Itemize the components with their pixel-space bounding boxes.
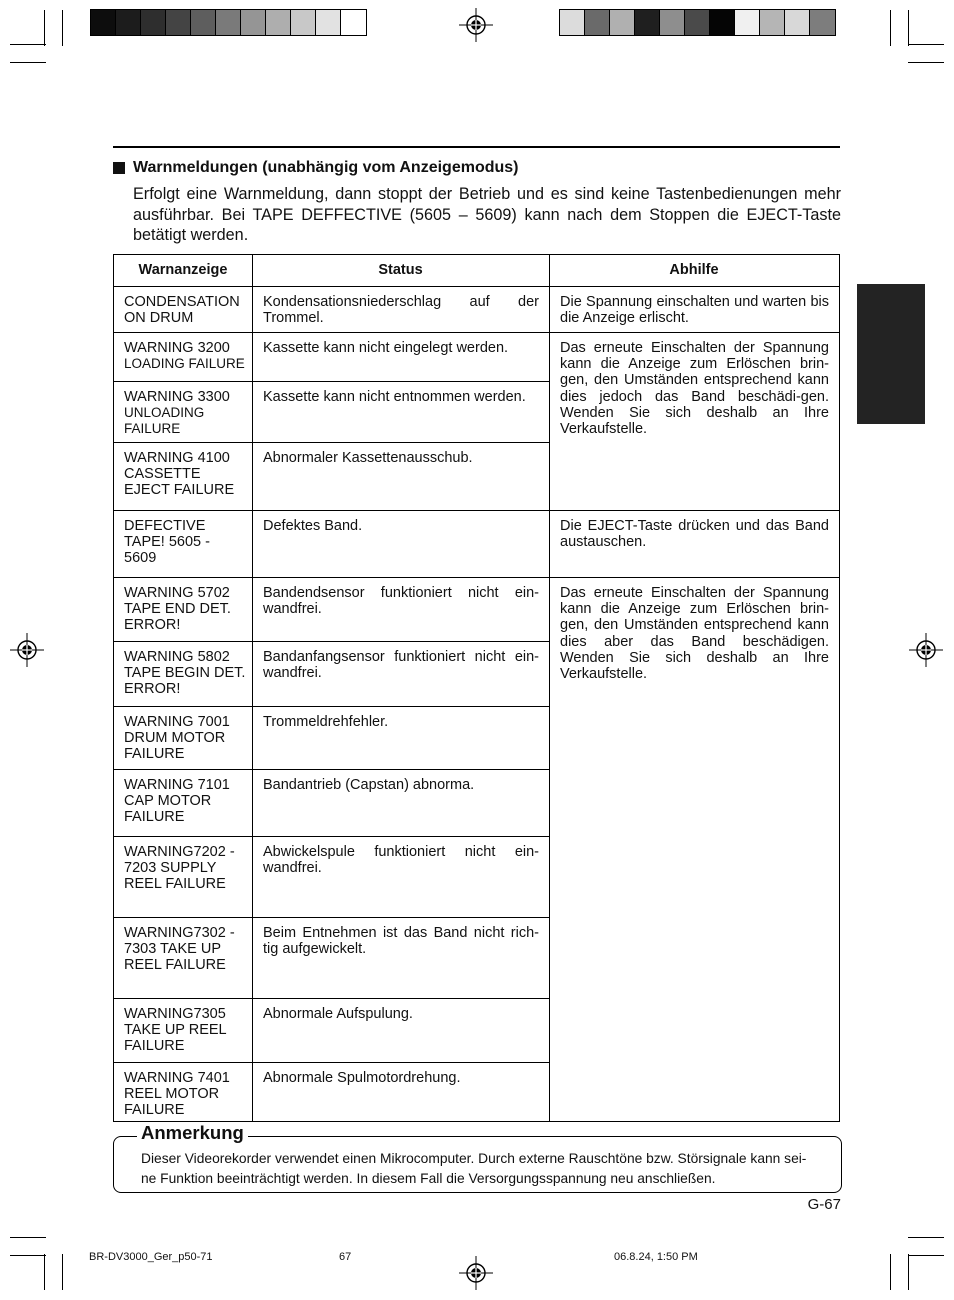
status-cell: Bandantrieb (Capstan) abnorma. (263, 777, 475, 793)
warning-code-cell (114, 577, 252, 634)
color-swatch (216, 10, 241, 35)
section-title: Warnmeldungen (unabhängig vom Anzeigemodus) (133, 159, 519, 176)
status-cell: Beim Entnehmen ist das Band nicht rich-tig aufgewickelt. (263, 925, 539, 958)
color-swatch (810, 10, 835, 35)
warnings-table (113, 254, 840, 1122)
crop-mark (62, 10, 63, 46)
crop-mark (908, 1237, 944, 1238)
warning-code: WARNING 7101 CAP MOTOR FAILURE (124, 777, 230, 826)
section-side-tab (857, 284, 925, 424)
crop-mark (44, 1254, 45, 1290)
status-cell: Kondensationsniederschlag auf der Trommel. (263, 294, 539, 327)
color-swatch (660, 10, 685, 35)
color-swatch (760, 10, 785, 35)
status-cell: Kassette kann nicht entnommen werden. (263, 389, 526, 405)
status-cell: Abnormaler Kassettenausschub. (263, 450, 473, 466)
warning-code-cell (114, 769, 252, 826)
status-cell: Abwickelspule funktioniert nicht ein-wandfrei. (263, 844, 539, 877)
remedy-cell: Das erneute Einschalten der Spannung kann die Anzeige zum Erlöschen brin-gen, den Umständen entsprechend kann dies aber das Band beschädigen. Wenden Sie sich deshalb an Ihre Verkaufstelle. (560, 585, 829, 683)
color-swatch-strip-right (559, 9, 836, 36)
warning-code: WARNING7305 TAKE UP REEL FAILURE (124, 1006, 227, 1055)
header-warnanzeige: Warnanzeige (138, 262, 228, 279)
status-cell: Kassette kann nicht eingelegt werden. (263, 340, 509, 356)
color-swatch-strip-left (90, 9, 367, 36)
color-swatch (635, 10, 660, 35)
color-swatch (191, 10, 216, 35)
square-bullet-icon (113, 162, 125, 174)
status-cell: Trommeldrehfehler. (263, 714, 389, 730)
warning-code: WARNING 3300 (124, 389, 230, 405)
color-swatch (341, 10, 366, 35)
crop-mark (908, 10, 909, 46)
warning-code: CONDENSATION ON DRUM (124, 294, 240, 327)
crop-mark (908, 1254, 909, 1290)
warning-code-cell (114, 998, 252, 1055)
section-rule (113, 146, 840, 148)
warning-code: WARNING 3200 (124, 340, 230, 356)
color-swatch (735, 10, 760, 35)
warning-code-cell (114, 641, 252, 698)
color-swatch (116, 10, 141, 35)
note-text: Dieser Videorekorder verwendet einen Mikrocomputer. Durch externe Rauschtöne bzw. Störsignale kann sei-ne Funktion beeinträchtigt werden. In diesem Fall die Versorgungsspannung neu anschließen. (141, 1151, 807, 1186)
status-cell: Defektes Band. (263, 518, 363, 534)
warning-code: WARNING7202 - 7203 SUPPLY REEL FAILURE (124, 844, 235, 893)
warning-code: WARNING 4100 CASSETTE EJECT FAILURE (124, 450, 235, 499)
warning-code-cell (114, 286, 252, 326)
warning-code-cell (114, 381, 252, 438)
footer-filename: BR-DV3000_Ger_p50-71 (89, 1251, 213, 1263)
warning-code-cell (114, 836, 252, 893)
warning-code-cell (114, 442, 252, 499)
remedy-cell: Das erneute Einschalten der Spannung kann die Anzeige zum Erlöschen brin-gen, den Umständen entsprechend kann dies jedoch das Band beschädi-gen. Wenden Sie sich deshalb an Ihre Verkaufstelle. (560, 340, 829, 438)
color-swatch (685, 10, 710, 35)
warning-subtitle: UNLOADING FAILURE (124, 405, 205, 437)
color-swatch (610, 10, 635, 35)
color-swatch (266, 10, 291, 35)
crop-mark (10, 62, 46, 63)
warning-subtitle: LOADING FAILURE (124, 356, 245, 372)
status-cell: Abnormale Aufspulung. (263, 1006, 413, 1022)
crop-mark (44, 10, 45, 46)
page-number: G-67 (807, 1196, 841, 1213)
section-heading (113, 159, 518, 177)
warning-code: WARNING 7401 REEL MOTOR FAILURE (124, 1070, 230, 1119)
color-swatch (166, 10, 191, 35)
header-abhilfe: Abhilfe (669, 262, 719, 279)
warning-code-cell (114, 706, 252, 763)
warning-code: DEFECTIVE TAPE! 5605 - 5609 (124, 518, 210, 567)
footer-page: 67 (339, 1251, 352, 1263)
warning-code: WARNING 7001 DRUM MOTOR FAILURE (124, 714, 230, 763)
color-swatch (785, 10, 810, 35)
crop-mark (62, 1254, 63, 1290)
color-swatch (141, 10, 166, 35)
crop-mark (10, 1255, 46, 1256)
registration-mark-icon (459, 1256, 493, 1290)
crop-mark (890, 1254, 891, 1290)
color-swatch (316, 10, 341, 35)
crop-mark (10, 1237, 46, 1238)
warning-code: WARNING 5802 TAPE BEGIN DET. ERROR! (124, 649, 246, 698)
crop-mark (10, 44, 46, 45)
crop-mark (908, 44, 944, 45)
remedy-cell: Die EJECT-Taste drücken und das Band austauschen. (560, 518, 829, 551)
remedy-cell: Die Spannung einschalten und warten bis die Anzeige erlischt. (560, 294, 829, 327)
color-swatch (585, 10, 610, 35)
status-cell: Abnormale Spulmotordrehung. (263, 1070, 461, 1086)
crop-mark (890, 10, 891, 46)
warning-code-cell (114, 510, 252, 567)
warning-code-cell (114, 332, 252, 372)
crop-mark (908, 1255, 944, 1256)
color-swatch (291, 10, 316, 35)
color-swatch (560, 10, 585, 35)
registration-mark-icon (459, 8, 493, 42)
section-intro: Erfolgt eine Warnmeldung, dann stoppt der Betrieb und es sind keine Tastenbedienungen mehr ausführbar. Bei TAPE DEFFECTIVE (5605 – 5609) kann nach dem Stoppen die EJECT-Taste betätigt werden. (133, 185, 841, 244)
warning-code-cell (114, 917, 252, 974)
registration-mark-icon (909, 633, 943, 667)
footer-timestamp: 06.8.24, 1:50 PM (614, 1251, 698, 1263)
note-title: Anmerkung (137, 1122, 248, 1144)
status-cell: Bandendsensor funktioniert nicht ein-wandfrei. (263, 585, 539, 618)
color-swatch (710, 10, 735, 35)
status-cell: Bandanfangsensor funktioniert nicht ein-wandfrei. (263, 649, 539, 682)
header-status: Status (378, 262, 423, 279)
crop-mark (908, 62, 944, 63)
color-swatch (241, 10, 266, 35)
warning-code-cell (114, 1062, 252, 1119)
warning-code: WARNING7302 - 7303 TAKE UP REEL FAILURE (124, 925, 235, 974)
color-swatch (91, 10, 116, 35)
registration-mark-icon (10, 633, 44, 667)
warning-code: WARNING 5702 TAPE END DET. ERROR! (124, 585, 231, 634)
